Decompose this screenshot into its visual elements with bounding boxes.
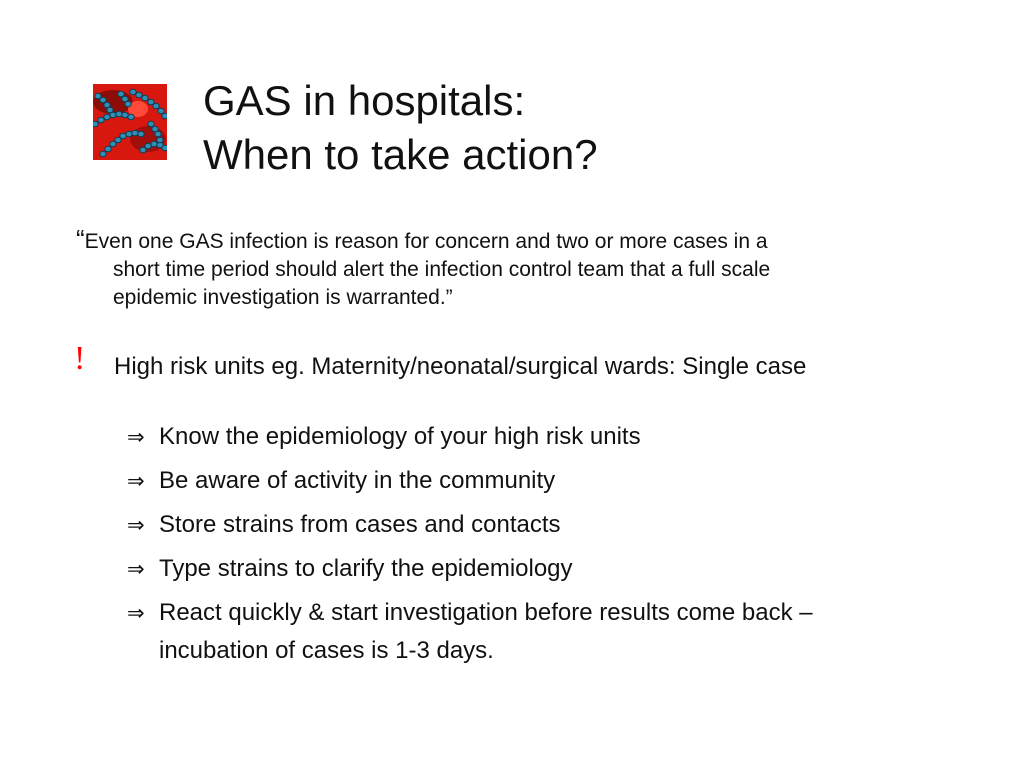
bacteria-chain-image-icon	[93, 84, 167, 160]
bacterium-cell	[157, 137, 163, 143]
bacterium-cell	[162, 145, 167, 151]
double-arrow-icon: ⇒	[127, 601, 145, 625]
bacterium-cell	[138, 131, 144, 137]
bacterium-cell	[116, 111, 122, 117]
list-item-text: Store strains from cases and contacts	[159, 511, 561, 538]
bacterium-cell	[125, 101, 131, 107]
open-quote-mark: “	[76, 224, 85, 254]
list-item	[127, 550, 987, 588]
double-arrow-icon: ⇒	[127, 513, 145, 537]
double-arrow-icon: ⇒	[127, 557, 145, 581]
bacterium-cell	[136, 92, 142, 98]
list-item-text-continued: incubation of cases is 1-3 days.	[159, 637, 494, 664]
bacterium-cell	[100, 151, 106, 157]
action-list	[127, 418, 987, 676]
bacterium-cell	[145, 143, 151, 149]
bacterium-cell	[126, 131, 132, 137]
bacterium-cell	[105, 146, 111, 152]
double-arrow-icon: ⇒	[127, 425, 145, 449]
title-line-2: When to take action?	[203, 131, 598, 178]
list-item	[127, 506, 987, 544]
quote-block	[76, 224, 956, 312]
alert-item	[74, 340, 974, 388]
bacterium-cell	[128, 114, 134, 120]
bacterium-cell	[120, 133, 126, 139]
bacterium-cell	[155, 131, 161, 137]
bacterium-cell	[98, 117, 104, 123]
quote-line-1	[76, 224, 956, 256]
slide-title	[203, 74, 598, 182]
list-item-text: Type strains to clarify the epidemiology	[159, 555, 573, 582]
quote-text-1: Even one GAS infection is reason for concern and two or more cases in a	[84, 230, 768, 253]
bacterium-cell	[132, 130, 138, 136]
bacterium-cell	[104, 114, 110, 120]
list-item	[127, 594, 987, 670]
bacterium-cell	[142, 95, 148, 101]
quote-line-3: epidemic investigation is warranted.”	[113, 286, 453, 309]
bacterium-cell	[122, 112, 128, 118]
list-item-text: Know the epidemiology of your high risk units	[159, 423, 641, 450]
bacterium-cell	[93, 121, 98, 127]
title-line-1: GAS in hospitals:	[203, 77, 526, 124]
bacterium-cell	[162, 113, 167, 119]
exclamation-icon: !	[74, 340, 86, 377]
bacterium-cell	[107, 107, 113, 113]
list-item	[127, 462, 987, 500]
alert-text: High risk units eg. Maternity/neonatal/surgical wards: Single case	[114, 353, 807, 380]
bacterium-cell	[130, 89, 136, 95]
bacterium-cell	[153, 103, 159, 109]
list-item-text: React quickly & start investigation before results come back –	[159, 599, 813, 626]
bacterium-cell	[151, 141, 157, 147]
double-arrow-icon: ⇒	[127, 469, 145, 493]
list-item	[127, 418, 987, 456]
quote-line-2: short time period should alert the infection control team that a full scale	[113, 258, 771, 281]
bacteria-chain-graphic	[93, 84, 167, 160]
list-item-text: Be aware of activity in the community	[159, 467, 556, 494]
